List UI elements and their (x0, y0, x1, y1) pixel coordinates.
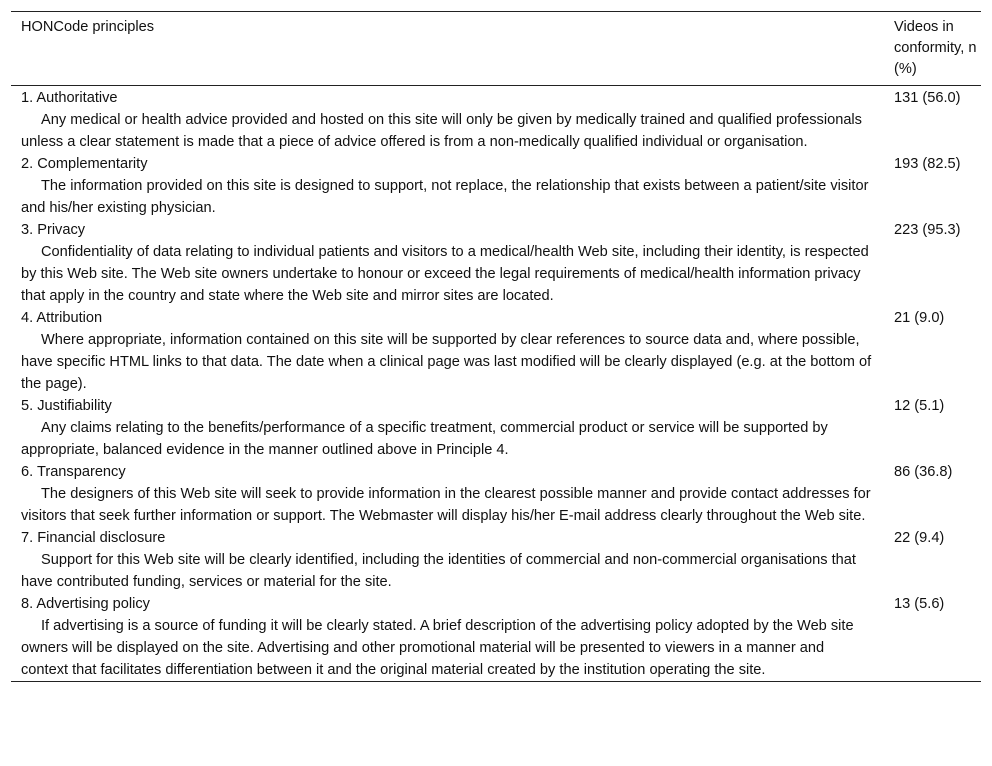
principle-description: Any medical or health advice provided and hosted on this site will only be given by medically trained and qualified professionals unless a clear statement is made that a piece of advice offered is from a non-medically qualified individual or organisation. (21, 112, 862, 150)
table-row (11, 593, 981, 682)
conformity-value: 22 (9.4) (894, 530, 945, 546)
principle-name: 2. Complementarity (21, 156, 148, 172)
principle-description: The designers of this Web site will seek to provide information in the clearest possible manner and provide contact addresses for visitors that seek further information or support. The Webmaster will display his/her E-mail address clearly throughout the Web site. (21, 486, 871, 524)
principle-cell (11, 219, 884, 307)
principle-name: 8. Advertising policy (21, 596, 150, 612)
conformity-value: 21 (9.0) (894, 310, 945, 326)
table-row (11, 395, 981, 461)
principle-name: 6. Transparency (21, 464, 126, 480)
principle-cell (11, 86, 884, 154)
table-row (11, 307, 981, 395)
conformity-value: 12 (5.1) (894, 398, 945, 414)
conformity-value: 131 (56.0) (894, 90, 961, 106)
honcode-table (11, 11, 981, 682)
conformity-value: 13 (5.6) (894, 596, 945, 612)
principle-description: Confidentiality of data relating to individual patients and visitors to a medical/health Web site, including their identity, is respected by this Web site. The Web site owners undertake to honour or exceed the legal requirements of medical/health information privacy that apply in the country and state where the Web site and mirror sites are located. (21, 244, 869, 304)
table-row (11, 527, 981, 593)
principle-description: Where appropriate, information contained on this site will be supported by clear references to source data and, where possible, have specific HTML links to that data. The date when a clinical page was last modified will be clearly displayed (e.g. at the bottom of the page). (21, 332, 872, 392)
table-row (11, 153, 981, 219)
principle-name: 7. Financial disclosure (21, 530, 166, 546)
principle-description: The information provided on this site is designed to support, not replace, the relationship that exists between a patient/site visitor and his/her existing physician. (21, 178, 869, 216)
principle-cell (11, 593, 884, 682)
table-header (11, 12, 981, 86)
conformity-value: 223 (95.3) (894, 222, 961, 238)
table-row (11, 86, 981, 154)
principle-description: Any claims relating to the benefits/performance of a specific treatment, commercial product or service will be supported by appropriate, balanced evidence in the manner outlined above in Principle 4. (21, 420, 828, 458)
principle-description: If advertising is a source of funding it will be clearly stated. A brief description of the advertising policy adopted by the Web site owners will be displayed on the site. Advertising and other promotional material will be presented to viewers in a manner and context that facilitates differentiation between it and the original material created by the institution operating the site. (21, 618, 854, 678)
conformity-value: 86 (36.8) (894, 464, 953, 480)
header-videos-in-conformity: Videos in conformity, n (%) (894, 19, 977, 77)
table-row (11, 219, 981, 307)
conformity-value: 193 (82.5) (894, 156, 961, 172)
principle-name: 5. Justifiability (21, 398, 112, 414)
header-row (11, 12, 981, 86)
table-body (11, 86, 981, 682)
principle-cell (11, 307, 884, 395)
header-principles: HONCode principles (21, 19, 155, 35)
principle-description: Support for this Web site will be clearly identified, including the identities of commercial and non-commercial organisations that have contributed funding, services or material for the site. (21, 552, 856, 590)
principle-name: 4. Attribution (21, 310, 103, 326)
principle-cell (11, 461, 884, 527)
principle-name: 3. Privacy (21, 222, 86, 238)
principle-cell (11, 395, 884, 461)
table-row (11, 461, 981, 527)
principle-cell (11, 527, 884, 593)
principle-name: 1. Authoritative (21, 90, 118, 106)
principle-cell (11, 153, 884, 219)
